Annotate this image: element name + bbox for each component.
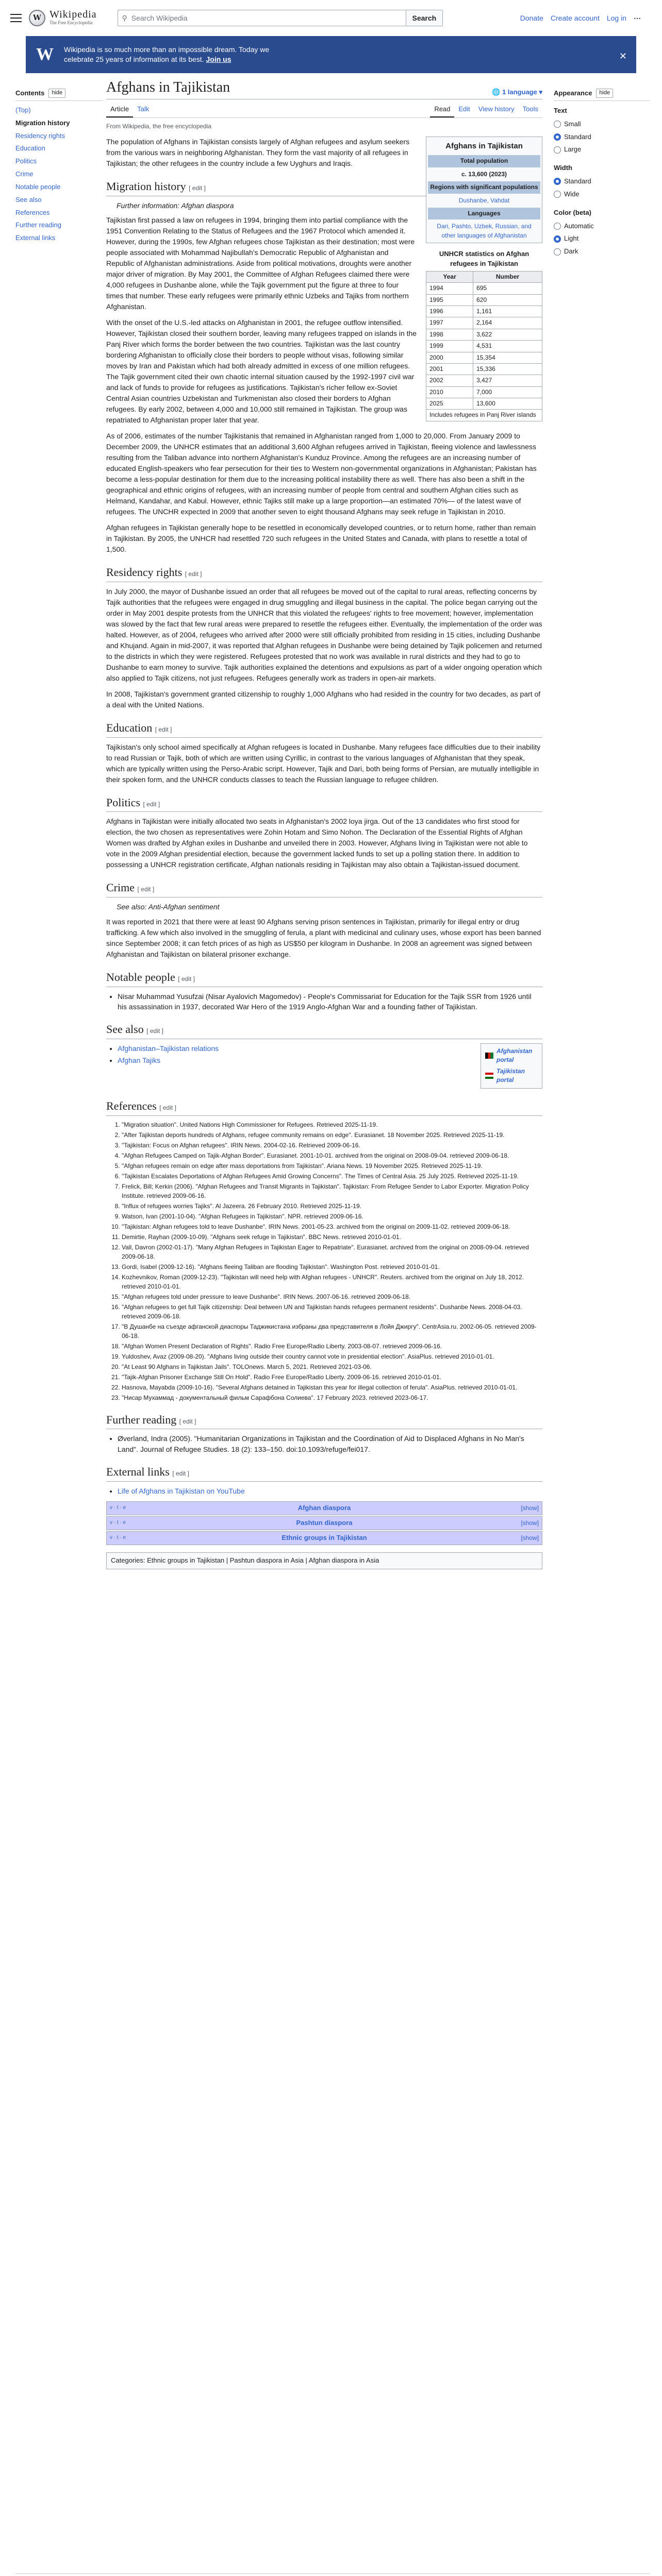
education-paragraph: Tajikistan's only school aimed specifically at Afghan refugees is located in Dushanbe. Many refugees face difficulties due to their inability to read Russian or Tajik, both of which are written using Cyrillic, in contrast to the various languages of Afghanistan that they speak, which are typically written using the Perso-Arabic script. However, Tajik and Dari, both being forms of Persian, are mutually intelligible in their spoken form, and the UNHCR conducts classes to teach the Russian language to refugee children. <box>106 742 541 784</box>
banner-join-link[interactable]: Join us <box>206 55 231 63</box>
reference-item: 10. "Tajikistan: Afghan refugees told to leave Dushanbe". IRIN News. 2001-05-23. archived from the original on 2009-11-02. retrieved 2009-06-18. <box>122 1222 542 1231</box>
width-wide[interactable] <box>554 188 650 201</box>
toc-item-see-also[interactable]: See also <box>15 195 42 204</box>
text-size-small[interactable] <box>554 118 650 131</box>
toc-item-education[interactable]: Education <box>15 144 45 152</box>
heading-text: Residency rights <box>106 565 183 579</box>
table-row <box>426 341 542 352</box>
tabs-spacer <box>153 103 430 117</box>
migration-paragraph-1: Tajikistan first passed a law on refugees in 1994, bringing them into partial compliance with the 1951 Convention Relating to the Status of Refugees and the 1967 Protocol which amended it. However, during the 1990s, few Afghan refugees chose Tajikistan as their destination; most were people associated with Mohammad Najibullah's Democratic Republic of Afghanistan and Republic of Afghanistan administrations. Aside from political motivations, droughts were another major driver of migration. By May 2001, the Committee of Afghan Refugees claimed there were 4,000 refugees in Dushanbe alone, while the Tajik government put the figure at three to four times that number. These early refugees were primarily ethnic Uzbeks and Tajiks from northern Afghanistan. <box>106 215 415 311</box>
table-row <box>426 329 542 340</box>
table-row <box>426 363 542 375</box>
hatnote: Further information: Afghan diaspora <box>117 201 234 210</box>
navbox-header <box>107 1532 542 1545</box>
navbox-header <box>107 1502 542 1515</box>
text-size-large[interactable] <box>554 143 650 156</box>
reference-item: 16. "Afghan refugees to get full Tajik citizenship: Deal between UN and Tajikistan hands refugees permanent residents". Dushanbe News. 2008-04-03. retrieved 2009-06-18. <box>122 1302 542 1321</box>
year-cell: 2025 <box>426 398 473 410</box>
reference-item: 7. Frelick, Bill; Kerkin (2006). "Afghan Refugees and Transit Migrants in Tajikistan". Tajikistan: From Refugee Sender to Labor Exporter. Migration Policy Institute. retrieved 2009-06-16. <box>122 1182 542 1200</box>
table-row <box>426 294 542 306</box>
tab-read[interactable]: Read <box>430 103 454 117</box>
navbox-title[interactable]: Ethnic groups in Tajikistan <box>282 1533 367 1541</box>
number-cell: 13,600 <box>473 398 542 410</box>
tajikistan-flag-icon <box>485 1073 493 1079</box>
stats-grid <box>426 271 542 410</box>
edit-section-link[interactable]: [ edit ] <box>179 1417 196 1425</box>
tab-edit[interactable]: Edit <box>458 105 470 113</box>
list-item[interactable] <box>118 1486 542 1496</box>
appearance-hide-button[interactable]: hide <box>596 89 613 98</box>
search-placeholder: Search Wikipedia <box>131 13 188 22</box>
site-subtitle: From Wikipedia, the free encyclopedia <box>106 123 212 130</box>
table-row <box>426 306 542 317</box>
toc-item-notable-people[interactable]: Notable people <box>15 182 61 191</box>
heading-further-reading <box>106 1412 542 1430</box>
reference-item: 12. Vall, Davron (2002-01-17). "Many Afghan Refugees in Tajikistan Eager to Repatriate". Eurasianet. archived from the original on 2008-09-04. retrieved 2009-06-18. <box>122 1243 542 1261</box>
navbox-pashtun-diaspora <box>106 1516 542 1530</box>
toc-hide-button[interactable]: hide <box>48 89 65 98</box>
radio-label: Light <box>564 234 579 243</box>
article-content <box>106 78 542 1569</box>
banner-text <box>64 45 269 64</box>
width-group <box>554 163 650 201</box>
infobox-title: Afghans in Tajikistan <box>445 141 523 150</box>
year-cell: 2002 <box>426 375 473 386</box>
number-cell: 15,336 <box>473 363 542 375</box>
stats-caption: UNHCR statistics on Afghan refugees in Tajikistan <box>439 250 529 267</box>
stats-col-number: Number <box>473 271 542 282</box>
notable-people-list <box>118 991 542 1012</box>
reference-item: 6. "Tajikistan Escalates Deportations of Afghan Refugees Amid Growing Concerns". The Times of Central Asia. 25 July 2025. Retrieved 2025-11-19. <box>122 1172 542 1181</box>
year-cell: 2000 <box>426 352 473 363</box>
reference-item: 3. "Tajikistan: Focus on Afghan refugees". IRIN News. 2004-02-16. Retrieved 2009-06-16. <box>122 1141 542 1150</box>
search-form <box>118 10 443 26</box>
afghanistan-flag-icon <box>485 1053 493 1059</box>
infobox-regions-value[interactable]: Dushanbe, Vahdat <box>458 196 510 204</box>
reference-item: 8. "Influx of refugees worries Tajiks". Al Jazeera. 26 February 2010. Retrieved 2025-11-19. <box>122 1201 542 1211</box>
edit-section-link[interactable]: [ edit ] <box>178 975 195 982</box>
radio-icon <box>554 121 561 128</box>
title-row <box>106 78 542 99</box>
heading-education <box>106 720 542 738</box>
navbox-show-button[interactable]: [show] <box>521 1534 539 1541</box>
appearance-header <box>554 89 650 101</box>
external-links-list <box>118 1486 542 1496</box>
heading-text: External links <box>106 1465 170 1478</box>
heading-notable-people <box>106 969 542 987</box>
table-of-contents <box>15 89 103 245</box>
number-cell: 1,161 <box>473 306 542 317</box>
toc-item-references[interactable]: References <box>15 208 50 216</box>
navbox-ethnic-groups-tajikistan <box>106 1531 542 1545</box>
heading-text: References <box>106 1099 157 1112</box>
reference-item: 19. Yuldoshev, Avaz (2009-08-20). "Afghans living outside their country cannot vote in presidential election". AsiaPlus. retrieved 2010-01-01. <box>122 1352 542 1361</box>
toc-header <box>15 89 103 101</box>
navbox-afghan-diaspora <box>106 1501 542 1515</box>
list-item[interactable] <box>118 1043 542 1054</box>
heading-text: Migration history <box>106 179 186 193</box>
page-title: Afghans in Tajikistan <box>106 79 230 95</box>
navbox-header <box>107 1517 542 1530</box>
youtube-link[interactable]: Life of Afghans in Tajikistan on YouTube <box>118 1486 245 1495</box>
edit-section-link[interactable]: [ edit ] <box>159 1104 176 1111</box>
year-cell: 1995 <box>426 294 473 306</box>
portal-tajikistan[interactable] <box>485 1066 538 1086</box>
number-cell: 4,531 <box>473 341 542 352</box>
radio-selected-icon <box>554 235 561 243</box>
reference-item: 9. Watson, Ivan (2001-10-04). "Afghan Refugees in Tajikistan". NPR. retrieved 2009-06-16. <box>122 1212 542 1221</box>
heading-text: Politics <box>106 795 141 809</box>
hatnote: See also: Anti-Afghan sentiment <box>117 903 220 911</box>
text-size-group <box>554 106 650 156</box>
list-item[interactable] <box>118 1055 542 1065</box>
color-label: Color (beta) <box>554 208 591 216</box>
reference-item: 21. "Tajik-Afghan Prisoner Exchange Still On Hold". Radio Free Europe/Radio Liberty. 2009-06-16. retrieved 2010-01-01. <box>122 1372 542 1382</box>
categories-box[interactable]: Categories: Ethnic groups in Tajikistan | Pashtun diaspora in Asia | Afghan diaspora in Asia <box>106 1552 542 1569</box>
reference-item: 5. "Afghan refugees remain on edge after mass deportations from Tajikistan". Ariana News. 19 November 2025. Retrieved 2025-11-19. <box>122 1161 542 1171</box>
heading-residency-rights <box>106 564 542 582</box>
list-link[interactable]: Afghanistan–Tajikistan relations <box>118 1044 219 1053</box>
infobox <box>426 137 542 243</box>
infobox-population-head: Total population <box>428 155 540 167</box>
navbox-vte-links[interactable]: v · t · e <box>110 1535 126 1541</box>
heading-text: Crime <box>106 881 135 894</box>
radio-icon <box>554 146 561 154</box>
heading-external-links <box>106 1464 542 1482</box>
appearance-title: Appearance <box>554 89 592 97</box>
radio-icon <box>554 223 561 230</box>
reference-item: 14. Kozhevnikov, Roman (2009-12-23). "Tajikistan will need help with Afghan refugees - UNHCR". Reuters. archived from the original on July 18, 2012. retrieved 2010-01-01. <box>122 1273 542 1291</box>
references-list <box>122 1120 542 1402</box>
unhcr-stats-table <box>426 249 542 421</box>
navbox-show-button[interactable]: [show] <box>521 1519 539 1527</box>
more-options-icon[interactable]: ⋯ <box>634 13 641 22</box>
residency-paragraph-1: In July 2000, the mayor of Dushanbe issued an order that all refugees be moved out of the capital to rural areas, reflecting concerns by Tajik authorities that the refugees were engaged in drug smuggling and illegal business in the capital. The police began carrying out the order in May 2001 despite protests from the UNHCR that this violated the refugees' rights to free movement; however, implementation was slowed by the fact that few rural areas were prepared to resettle the refugees either. Eventually, the implementation of the order was halted. However, as of 2004, refugees who arrived after 2000 were still officially prohibited from residing in 15 cities, including Dushanbe and Khujand. Again in mid-2007, it was reported that Afghan refugees in Dushanbe were being detained by Tajik policemen and returned to the districts in which they were registered. Refugees protested that no work was available in rural districts and they had to go to Dushanbe to earn money to survive. Tajik authorities explained the detentions and expulsions as part of a wider ongoing operation which also applied to Tajik citizens, not just refugees. Refugees generally work as traders in open-air markets. <box>106 587 542 682</box>
radio-label: Large <box>564 145 582 154</box>
banner-line-1: Wikipedia is so much more than an impossible dream. Today we <box>64 45 270 54</box>
text-size-label: Text <box>554 106 567 114</box>
heading-text: See also <box>106 1023 144 1036</box>
radio-label: Standard <box>564 177 591 185</box>
heading-crime <box>106 879 542 897</box>
infobox-languages-value[interactable]: Dari, Pashto, Uzbek, Russian, and other languages of Afghanistan <box>437 223 532 239</box>
reference-item: 4. "Afghan Refugees Camped on Tajik-Afghan Border". Eurasianet. 2001-10-01. archived from the original on 2008-09-04. retrieved 2009-06-18. <box>122 1151 542 1160</box>
lead-paragraph: The population of Afghans in Tajikistan consists largely of Afghan refugees and asylum seekers from the various wars in neighboring Afghanistan. They form the vast majority of all refugees in Tajikistan; the other refugees in the country include a few Uyghurs and Iraqis. <box>106 137 410 167</box>
migration-paragraph-4: Afghan refugees in Tajikistan generally hope to be resettled in economically developed countries, or to return home, rather than remain in Tajikistan. By 2005, the UNHCR had resettled 720 such refugees in the United States and Canada, with plans to resettle a total of 1,500. <box>106 523 536 553</box>
main-menu-icon[interactable] <box>10 14 22 22</box>
toc-item-top[interactable]: (Top) <box>15 106 31 114</box>
table-row <box>426 375 542 386</box>
toc-item-external-links[interactable]: External links <box>15 234 56 242</box>
color-automatic[interactable] <box>554 220 650 233</box>
stats-col-year: Year <box>426 271 473 282</box>
reference-item: 1. "Migration situation". United Nations High Commissioner for Refugees. Retrieved 2025-11-19. <box>122 1120 542 1129</box>
edit-section-link[interactable]: [ edit ] <box>189 184 206 192</box>
banner-logo-icon: W <box>36 45 54 64</box>
navbox-title[interactable]: Afghan diaspora <box>297 1504 351 1512</box>
search-input[interactable] <box>118 10 406 26</box>
residency-paragraph-2: In 2008, Tajikistan's government granted citizenship to roughly 1,000 Afghans who had resided in the country for two decades, as part of a deal with the United Nations. <box>106 689 541 709</box>
number-cell: 620 <box>473 294 542 306</box>
infobox-population-value: c. 13,600 (2023) <box>461 170 507 178</box>
reference-item: 23. "Нисар Мухаммад - документальный фильм Сарафбона Солиева". 17 February 2023. retrieved 2023-06-17. <box>122 1393 542 1402</box>
tab-article[interactable]: Article <box>106 103 133 117</box>
heading-politics <box>106 794 542 812</box>
wikipedia-globe-icon: W <box>29 10 45 26</box>
toc-item-migration-history[interactable]: Migration history <box>15 118 70 127</box>
create-account-link[interactable]: Create account <box>550 13 600 22</box>
migration-paragraph-3: As of 2006, estimates of the number Tajikistanis that remained in Afghanistan ranged from 1,000 to 20,000. From January 2009 to December 2009, the UNHCR estimates that an additional 3,600 Afghan refugees arrived in Tajikistan, fleeing violence and lawlessness resulting from the Taliban advance into northern Afghanistan's Kunduz Province. Among the refugees are an increasing number of educated English-speakers who fear persecution for their ties to Western non-governmental organizations in Afghanistan; Pakistan has become a less-popular destination for them due to the increasing political instability there as well. There has also been a shift in the geographical and ethnic origins of refugees, with an increasing number of people from central and southern Afghan cities such as Helmand, Kandahar, and Kabul. However, ethnic Tajiks still make up a large proportion—an estimated 70%— of the latest wave of refugees. The UNCHR expected in 2009 that another seven to eight thousand Afghans may seek refuge in Tajikistan in 2010. <box>106 431 537 516</box>
number-cell: 7,000 <box>473 386 542 398</box>
radio-icon <box>554 248 561 256</box>
heading-see-also <box>106 1021 542 1039</box>
heading-references <box>106 1098 542 1116</box>
toc-item-residency-rights[interactable]: Residency rights <box>15 131 65 140</box>
radio-label: Small <box>564 120 581 128</box>
page-tabs <box>106 103 542 118</box>
year-cell: 1994 <box>426 283 473 294</box>
edit-section-link[interactable]: [ edit ] <box>137 886 155 893</box>
radio-label: Standard <box>564 132 591 141</box>
reference-item: 22. Hasnova, Mayabda (2009-10-16). "Several Afghans detained in Tajikistan this year for illegal collection of ferula". AsiaPlus. retrieved 2010-01-01. <box>122 1383 542 1392</box>
toc-item-further-reading[interactable]: Further reading <box>15 221 61 229</box>
list-item: • Øverland, Indra (2005). "Humanitarian Organizations in Tajikistan and the Coordination of Aid to Displaced Afghans in No Man's Land". Journal of Refugee Studies. 18 (2): 133–150. doi:10.1093/refuge/fei017. <box>118 1433 542 1454</box>
radio-label: Dark <box>564 247 578 256</box>
banner-line-2: celebrate 25 years of information at its best. <box>64 55 206 63</box>
radio-label: Wide <box>564 190 580 198</box>
reference-item: 2. "After Tajikistan deports hundreds of Afghans, refugee community remains on edge". Eurasianet. 18 November 2025. Retrieved 2025-11-19. <box>122 1130 542 1140</box>
stats-footnote: Includes refugees in Panj River islands <box>426 410 542 421</box>
reference-item: 20. "At Least 90 Afghans in Tajikistan Jails". TOLOnews. March 5, 2021. Retrieved 2021-03-06. <box>122 1362 542 1371</box>
number-cell: 695 <box>473 283 542 294</box>
radio-selected-icon <box>554 178 561 185</box>
banner-close-icon[interactable]: ✕ <box>619 51 627 61</box>
donate-link[interactable]: Donate <box>520 13 543 22</box>
tab-tools[interactable]: Tools <box>522 105 538 113</box>
stats-header-row <box>426 271 542 282</box>
reference-item: 11. Demirtie, Rayhan (2009-10-09). "Afghans seek refuge in Tajikistan". BBC News. retrieved 2010-01-01. <box>122 1232 542 1242</box>
year-cell: 1998 <box>426 329 473 340</box>
navbox-vte-links[interactable]: v · t · e <box>110 1520 126 1526</box>
user-links <box>520 13 641 23</box>
navbox-title[interactable]: Pashtun diaspora <box>296 1519 353 1527</box>
number-cell: 3,427 <box>473 375 542 386</box>
wikipedia-wordmark: Wikipedia <box>49 9 97 21</box>
table-row <box>426 398 542 410</box>
appearance-panel <box>554 89 650 265</box>
heading-text: Education <box>106 721 153 734</box>
crime-paragraph: It was reported in 2021 that there were at least 90 Afghans serving prison sentences in Tajikistan, primarily for illegal entry or drug trafficking. A few which also involved in the smuggling of ferula, a plant with medicinal and culinary uses, whose export has been banned since September 2008; it can fetch prices of as high as US$50 per kilogram in Dushanbe. In 2008 an agreement was signed between Afghanistan and Tajikistan on bilateral prisoner exchange. <box>106 917 541 958</box>
width-label: Width <box>554 164 572 172</box>
politics-paragraph: Afghans in Tajikistan were initially allocated two seats in Afghanistan's 2002 loya jirga. Out of the 13 candidates who first stood for election, the two chosen as representatives were Zohin Hotam and Simo Nohon. The Declaration of the Essential Rights of Afghan Women was drafted by Afghan exiles in Dushanbe and unveiled there in 2003. However, Afghans living in Tajikistan were not able to vote in the 2009 Afghan presidential election, because the government lacked funds to set up a polling station there. In addition to possessing a UNHCR registration certificate, Afghan nationals residing in Tajikistan may also obtain a Tajikistan-issued document. <box>106 817 528 869</box>
portal-tajikistan-label: Tajikistan portal <box>496 1067 525 1084</box>
infobox-languages-head: Languages <box>428 208 540 219</box>
language-count: 1 language <box>502 88 537 96</box>
number-cell: 15,354 <box>473 352 542 363</box>
number-cell: 2,164 <box>473 317 542 329</box>
width-standard[interactable] <box>554 175 650 188</box>
table-row <box>426 386 542 398</box>
edit-section-link[interactable]: [ edit ] <box>146 1027 163 1035</box>
wikipedia-logo[interactable] <box>29 9 97 26</box>
heading-text: Notable people <box>106 970 175 984</box>
number-cell: 3,622 <box>473 329 542 340</box>
site-header <box>0 0 662 36</box>
migration-paragraph-2: With the onset of the U.S.-led attacks on Afghanistan in 2001, the refugee outflow intensified. However, Tajikistan closed their southern border, leaving many refugees trapped on islands in the Panj River which forms the border between the two countries. Tajikistan was the last country bordering Afghanistan to officially close their borders to people without visas, following similar moves by Iran and Pakistan which had both already admitted in excess of one million refugees. The Tajik government cited their own chaotic internal situation caused by the 1992-1997 civil war and lack of funds to provide for refugees as justifications. Tajikistan's richer fellow ex-Soviet Central Asian countries Uzbekistan and Turkmenistan also closed their borders to Afghan refugees. By early 2002, between 4,000 and 10,000 still remained in Tajikistan. The group was repatriated to Afghanistan proper later that year. <box>106 318 417 424</box>
search-icon: ⚲ <box>122 13 127 22</box>
further-reading-list <box>118 1433 542 1454</box>
color-light[interactable] <box>554 232 650 245</box>
year-cell: 1999 <box>426 341 473 352</box>
heading-text: Further reading <box>106 1413 177 1426</box>
toc-item-politics[interactable]: Politics <box>15 157 37 165</box>
radio-icon <box>554 191 561 198</box>
table-row <box>426 352 542 363</box>
color-dark[interactable] <box>554 245 650 258</box>
tab-talk[interactable]: Talk <box>137 105 150 113</box>
year-cell: 2010 <box>426 386 473 398</box>
edit-section-link[interactable]: [ edit ] <box>172 1469 189 1477</box>
navbox-show-button[interactable]: [show] <box>521 1504 539 1512</box>
fundraising-banner <box>26 36 636 73</box>
edit-section-link[interactable]: [ edit ] <box>155 725 172 733</box>
login-link[interactable]: Log in <box>606 13 626 22</box>
wikipedia-tagline: The Free Encyclopedia <box>49 20 93 26</box>
color-group <box>554 208 650 258</box>
edit-section-link[interactable]: [ edit ] <box>185 570 202 578</box>
portal-afghanistan-label: Afghanistan portal <box>496 1047 533 1064</box>
infobox-regions-head: Regions with significant populations <box>428 181 540 193</box>
text-size-standard[interactable] <box>554 131 650 144</box>
portal-afghanistan[interactable] <box>485 1046 538 1066</box>
see-also-list <box>118 1043 542 1066</box>
edit-section-link[interactable]: [ edit ] <box>143 800 160 808</box>
navbox-vte-links[interactable]: v · t · e <box>110 1505 126 1511</box>
search-button[interactable]: Search <box>406 10 443 26</box>
year-cell: 2001 <box>426 363 473 375</box>
portal-box <box>481 1043 542 1089</box>
table-row <box>426 283 542 294</box>
list-item[interactable]: • Nisar Muhammad Yusufzai (Nisar Ayalovich Magomedov) - People's Commissariat for Education for the Tajik SSR from 1926 until his assassination in 1937, decorated War Hero of the 1919 Anglo-Afghan War and a founding father of Tajikistan. <box>118 991 542 1012</box>
reference-item: 13. Gordi, Isabel (2009-12-16). "Afghans fleeing Taliban are flooding Tajikistan". Washington Post. retrieved 2010-01-01. <box>122 1262 542 1272</box>
tab-view-history[interactable]: View history <box>478 105 515 113</box>
language-button[interactable]: 🌐 1 language ▾ <box>492 88 542 96</box>
radio-label: Automatic <box>564 222 594 230</box>
toc-item-crime[interactable]: Crime <box>15 170 34 178</box>
reference-item: 18. "Afghan Women Present Declaration of Rights". Radio Free Europe/Radio Liberty. 2003-08-07. retrieved 2009-06-16. <box>122 1342 542 1351</box>
reference-item: 17. "В Душанбе на съезде афганской диаспоры Таджикистана избраны два представителя в Лойя Джиргу". CentrAsia.ru. 2002-06-05. retrieved 2009-06-18. <box>122 1322 542 1341</box>
year-cell: 1997 <box>426 317 473 329</box>
list-link[interactable]: Afghan Tajiks <box>118 1056 161 1065</box>
year-cell: 1996 <box>426 306 473 317</box>
toc-title: Contents <box>15 89 45 97</box>
page-footer <box>15 2573 650 2576</box>
table-row <box>426 317 542 329</box>
reference-item: 15. "Afghan refugees told under pressure to leave Dushanbe". IRIN News. 2007-06-16. retrieved 2009-06-18. <box>122 1292 542 1301</box>
radio-selected-icon <box>554 133 561 141</box>
